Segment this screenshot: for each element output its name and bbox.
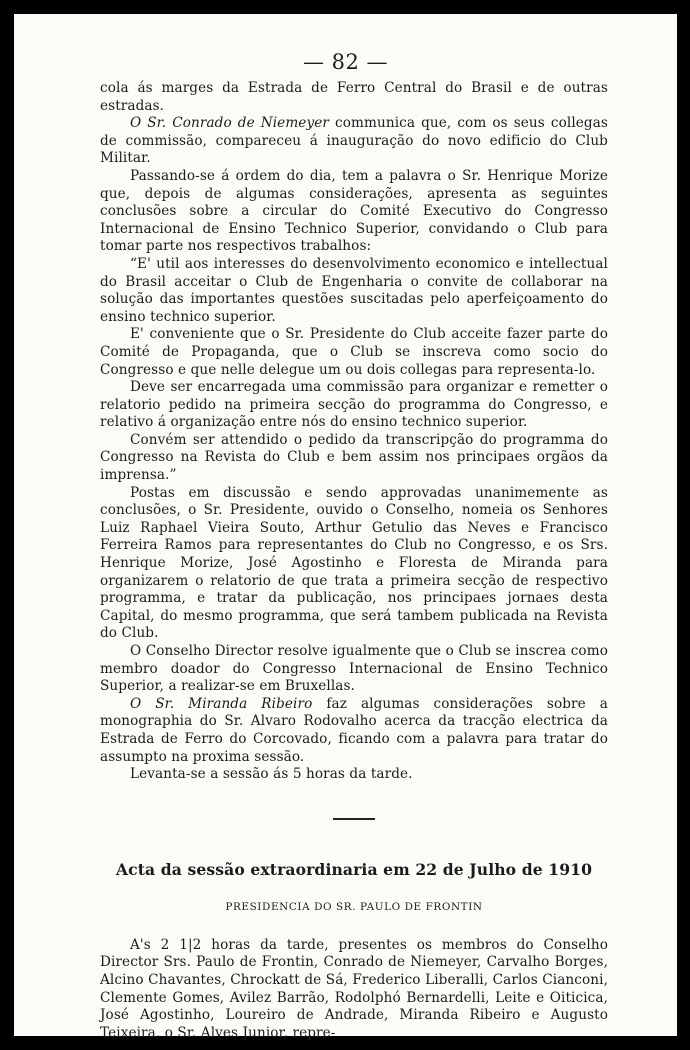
paragraph: Postas em discussão e sendo approvadas unanimemente as conclusões, o Sr. Presidente, ouvido o Conselho, nomeia os Senhores Luiz Raphael Vieira Souto, Arthur Getulio das Neves e Francisco Ferreira Ramos para representantes do Club no Congresso, e os Srs. Henrique Morize, José Agostinho e Floresta de Miranda para organizarem o relatorio de que trata a primeira secção de respectivo programma, e tratar da publicação, nos principaes jornaes desta Capital, do mesmo programma, que será tambem publicada na Revista do Club. xyxy=(100,484,608,642)
paragraph-text: faz algumas considerações sobre a monographia do Sr. Alvaro Rodovalho acerca da tracção electrica da Estrada de Ferro do Corcovado, ficando com a palavra para tratar do assumpto na proxima sessão. xyxy=(100,695,608,765)
paragraph xyxy=(100,115,608,168)
speaker-name: O Sr. Conrado de Niemeyer xyxy=(130,115,329,132)
quoted-paragraph: “E' util aos interesses do desenvolvimento economico e intellectual do Brasil acceitar o Club de Engenharia o convite de collaborar na solução das importantes questões suscitadas pelo aperfeiçoamento do ensino technico superior. xyxy=(100,255,608,325)
speaker-name: O Sr. Miranda Ribeiro xyxy=(130,695,313,712)
document-body xyxy=(100,80,608,1042)
paragraph: Levanta-se a sessão ás 5 horas da tarde. xyxy=(130,766,413,783)
paragraph: O Conselho Director resolve igualmente que o Club se inscrea como membro doador do Congresso Internacional de Ensino Technico Superior, a realizar-se em Bruxellas. xyxy=(100,643,608,695)
paragraph xyxy=(100,696,608,766)
page-number: — 82 — xyxy=(302,50,389,74)
section-divider xyxy=(333,818,375,820)
section-heading: Acta da sessão extraordinaria em 22 de Julho de 1910 xyxy=(115,859,593,879)
quoted-paragraph: E' conveniente que o Sr. Presidente do Club acceite fazer parte do Comité de Propaganda, que o Club se inscreva como socio do Congresso e que nelle delegue um ou dois collegas para representa-lo. xyxy=(100,326,608,378)
quoted-paragraph: Deve ser encarregada uma commissão para organizar e remetter o relatorio pedido na primeira secção do programma do Congresso, e relativo á organização entre nós do ensino technico superior. xyxy=(100,379,608,431)
paragraph: A's 2 1|2 horas da tarde, presentes os membros do Conselho Director Srs. Paulo de Frontin, Conrado de Niemeyer, Carvalho Borges, Alcino Chavantes, Chrockatt de Sá, Frederico Liberalli, Carlos Cianconi, Clemente Gomes, Avilez Barrão, Rodolphó Bernardelli, Leite e Oiticica, José Agostinho, Loureiro de Andrade, Miranda Ribeiro e Augusto Teixeira, o Sr. Alves Junior, repre- xyxy=(100,936,608,1041)
paragraph: Passando-se á ordem do dia, tem a palavra o Sr. Henrique Morize que, depois de algumas considerações, apresenta as seguintes conclusões sobre a circular do Comité Executivo do Congresso Internacional de Ensino Technico Superior, convidando o Club para tomar parte nos respectivos trabalhos: xyxy=(100,167,608,255)
paragraph: cola ás marges da Estrada de Ferro Central do Brasil e de outras estradas. xyxy=(100,80,608,114)
paragraph-text: communica que, com os seus collegas de commissão, compareceu á inauguração do novo edificio do Club Militar. xyxy=(100,115,609,167)
section-subheading: PRESIDENCIA DO SR. PAULO DE FRONTIN xyxy=(225,900,483,913)
document-page xyxy=(14,14,677,1041)
quoted-paragraph: Convém ser attendido o pedido da transcripção do programma do Congresso na Revista do Club e bem assim nos principaes orgãos da imprensa.” xyxy=(100,431,608,484)
